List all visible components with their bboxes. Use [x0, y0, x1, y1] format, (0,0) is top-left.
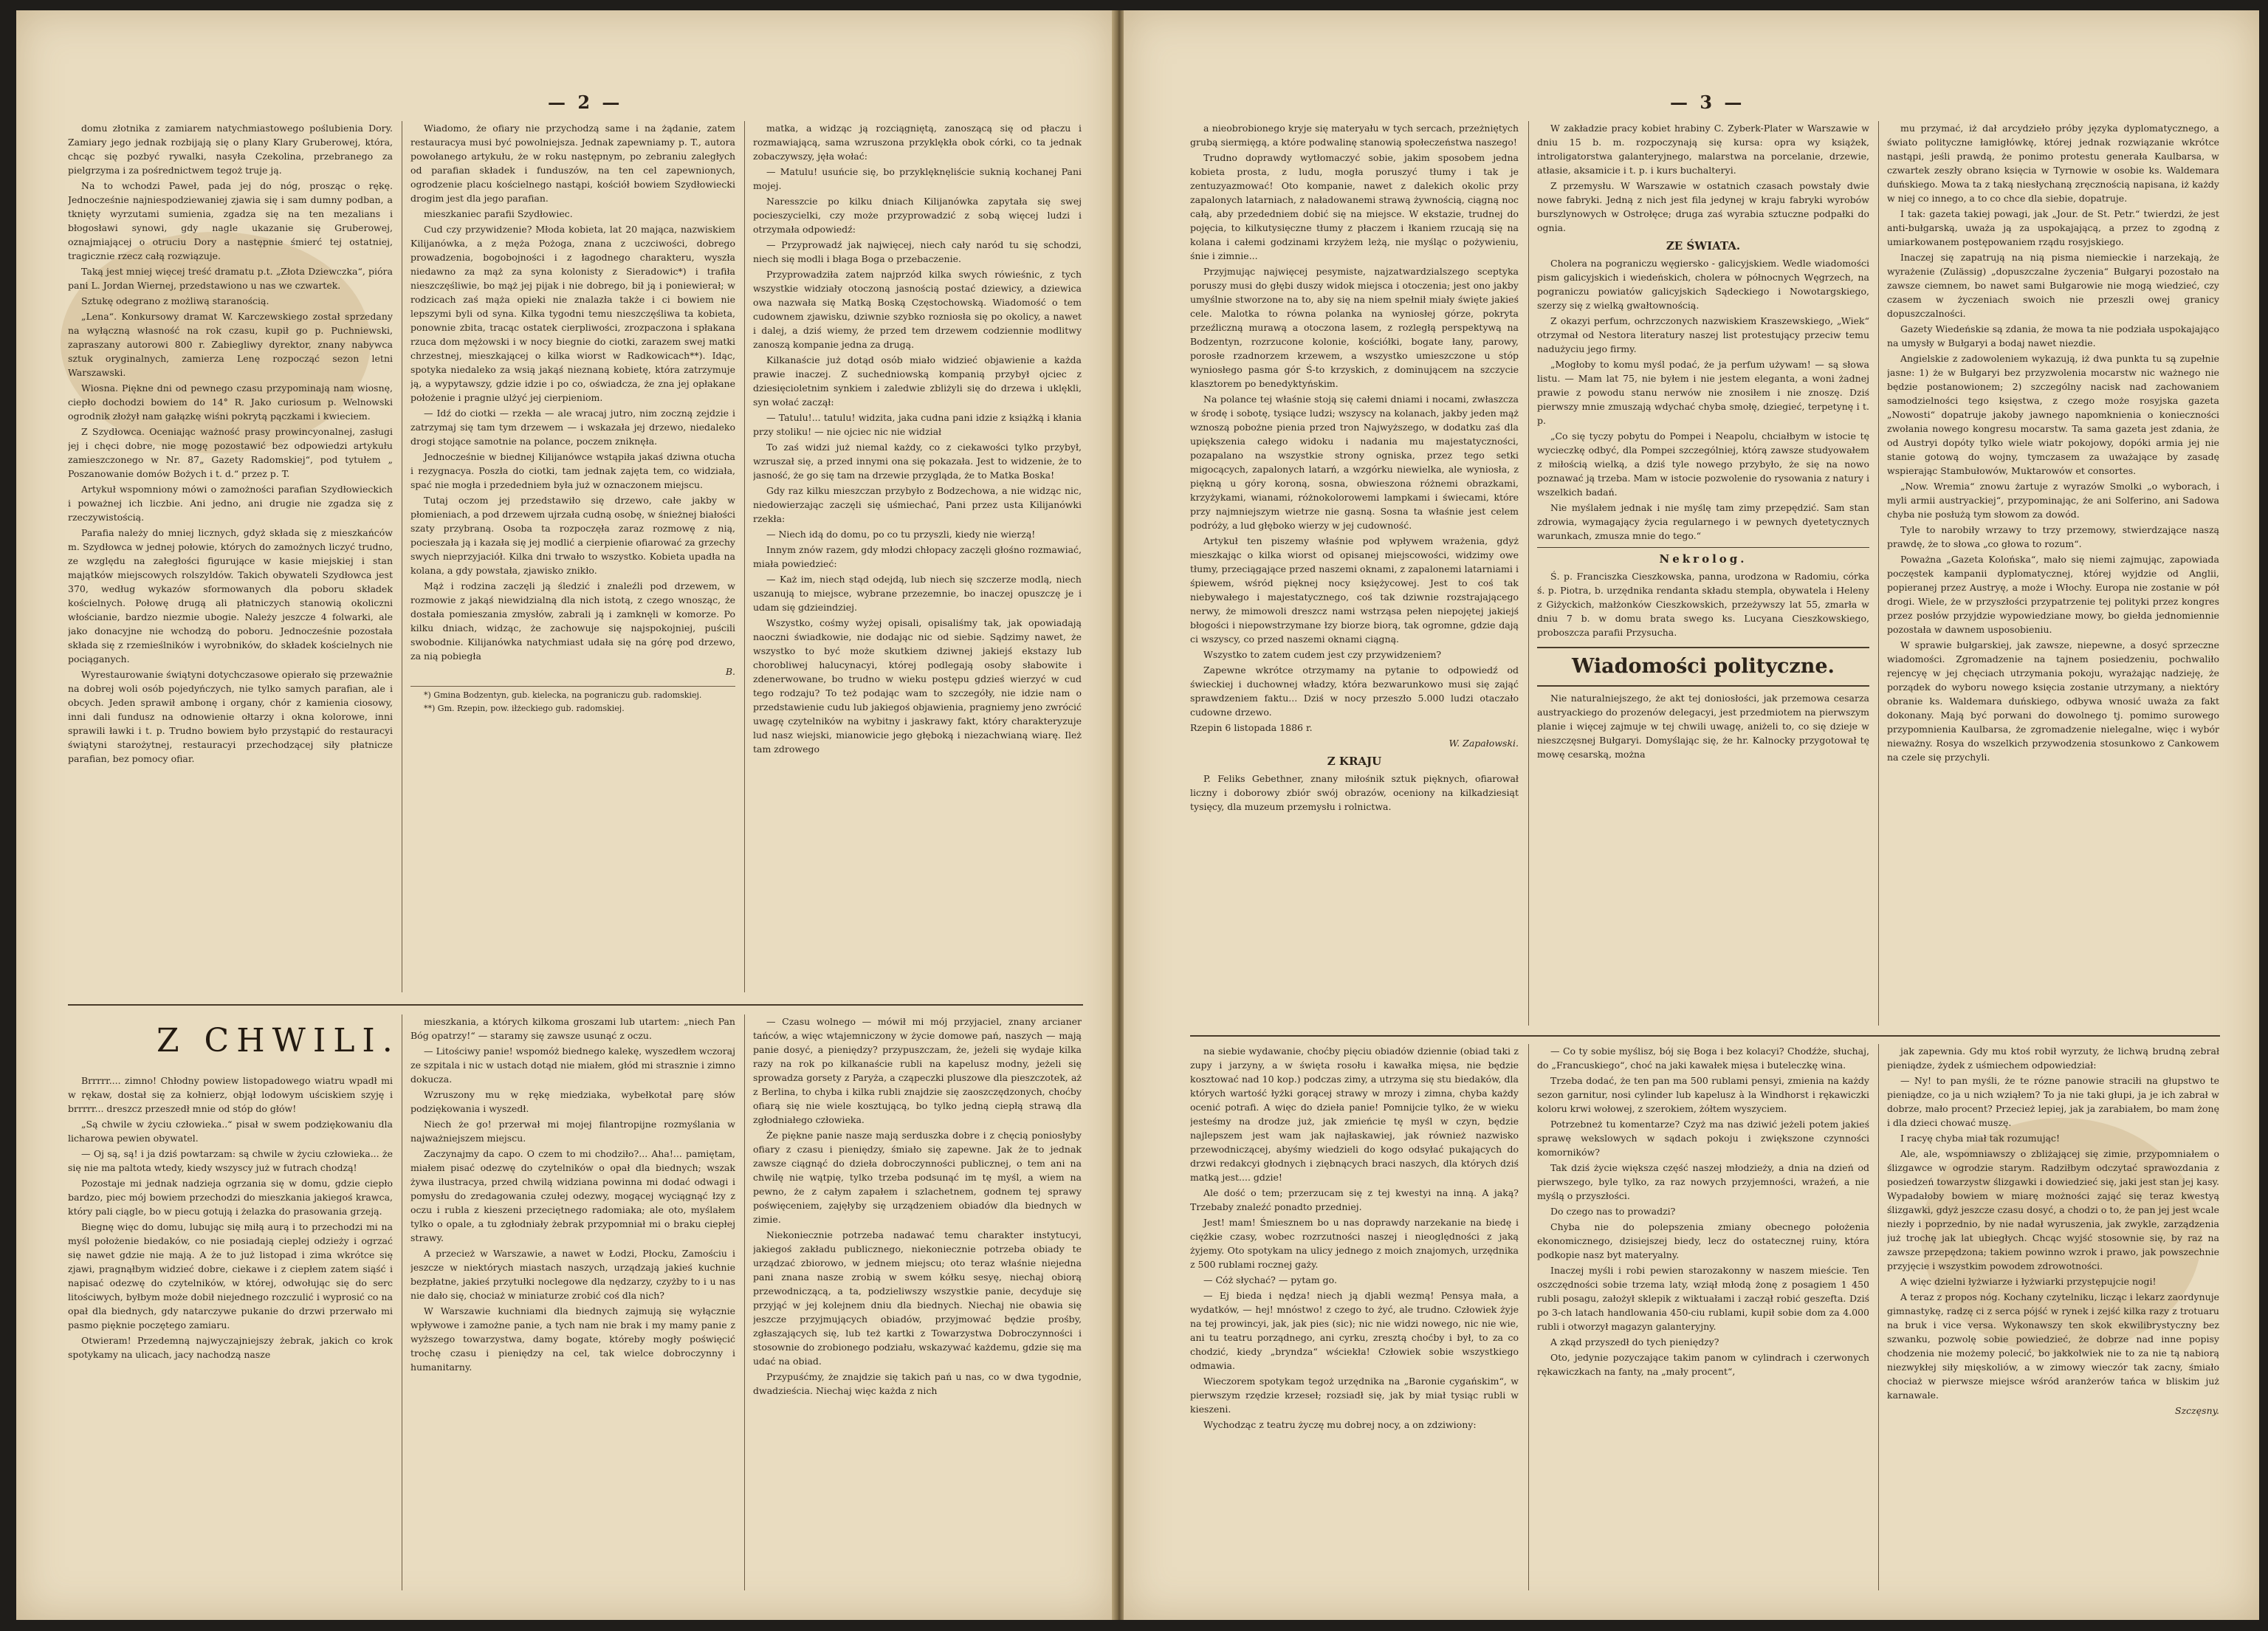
column-rule [1878, 1044, 1879, 1590]
paragraph: — Oj są, są! i ja dziś powtarzam: są chwile w życiu człowieka... że się nie ma paltota wtedy, kiedy wszyscy już w futrach chodzą! [68, 1148, 393, 1173]
paragraph: Z przemysłu. W Warszawie w ostatnich czasach powstały dwie nowe fabryki. Jedną z nich jest fila jedynej w kraju fabryki wyrobów burszlynowych w Ostrołęce; druga zaś wyrabia sztuczne podpałki do ognia. [1537, 180, 1869, 233]
paragraph: Trudno doprawdy wytłomaczyć sobie, jakim sposobem jedna kobieta prosta, z ludu, mogła poruszyć tłumy i tak je zentuzyazmować! Oto kompanie, nawet z dalekich okolic przy zapalonych latarniach, z naładowanemi strawą żywnością, ciągną noc całą, aby przededniem dobić się na miejsce. W ekstazie, trudnej do pojęcia, to kilkutysięczne tłumy z płaczem i łkaniem rzucają się na kolana i całemi godzinami krzyżem leżą, nie myśląc o pożywieniu, śnie i zimnie... [1190, 152, 1519, 261]
paragraph: To zaś widzi już niemal każdy, co z ciekawości tylko przybył, wzruszał się, a przed innymi ona się pokazała. Jest to widzenie, że to jasność, że go się tam na drzewie przygląda, że to Matka Boska! [753, 442, 1082, 481]
column-rule [1528, 121, 1529, 1026]
paragraph: Poważna „Gazeta Kolońska“, mało się niemi zajmując, zapowiada poczęstek kampanii dyplomatycznej, której wyjdzie od Anglii, popieranej przez Austryę, a może i Włochy. Europa nie zostanie w pół drogi. Wiele, że w przyszłości przypatrzenie tej polityki przez kongres przez posłów przyjdzie wypowiedziane mowy, bo giełda jednomiennie pozostała w dawnem usposobieniu. [1887, 554, 2219, 635]
paragraph: *) Gmina Bodzentyn, gub. kielecka, na pograniczu gub. radomskiej. [424, 690, 702, 700]
z-chwili-column-3 [753, 1014, 1082, 1590]
z-chwili-column-2 [410, 1014, 735, 1590]
paragraph: Ś. p. Franciszka Cieszkowska, panna, urodzona w Radomiu, córka ś. p. Piotra, b. urzędnika rendanta składu stempla, obywatela i Heleny z Giżyckich, małżonków Cieszkowskich, przeżywszy lat 55, zmarła w dniu 7 b. w domu brata swego ks. Lucyana Cieszkowskiego, proboszcza parafii Przysucha. [1537, 571, 1869, 638]
paragraph: Do czego nas to prowadzi? [1550, 1206, 1676, 1217]
paragraph: Parafia należy do mniej licznych, gdyż składa się z mieszkańców m. Szydłowca w jednej połowie, których do zamożnych liczyć trudno, ze względu na załegłości figurujące w kasie miejskiej i stan majątków miejscowych rolszyldów. Takich obywateli Szydłowca jest 370, według wykazów sformowanych dla poboru składek kościelnych. Połowę drugą ali płatniczych stanowią okoliczni włościanie, bardzo niezmie ubogie. Należy jeszcze 4 folwarki, ale jako donacyjne nie wchodzą do poboru. Jednocześnie pozostała składa się z rzemieślników i wyrobników, do składek kościelnych nie pociąganych. [68, 527, 393, 665]
paragraph: Jednocześnie w biednej Kilijanówce wstąpiła jakaś dziwna otucha i rezygnacya. Poszła do ciotki, tam jednak zajęta tem, co widziała, spać nie mogła i przededniem była już w oznaczonem miejscu. [410, 451, 735, 490]
paragraph: Wychodząc z teatru życzę mu dobrej nocy, a on zdziwiony: [1203, 1419, 1477, 1430]
paragraph: Gazety Wiedeńskie są zdania, że mowa ta nie podziała uspokajająco na umysły w Bułgaryi a bodaj nawet niezdie. [1887, 323, 2219, 348]
left-column-1 [68, 121, 393, 1000]
bottom-column-1 [1190, 1044, 1519, 1590]
paragraph: Chyba nie do polepszenia zmiany obecnego położenia ekonomicznego, dzisiejszej biedy, lecz do ostatecznej ruiny, która podkopie nasz byt materyalny. [1537, 1221, 1869, 1260]
paragraph: Artykuł wspomniony mówi o zamożności parafian Szydłowieckich i poważnej ich liczbie. Ani jedno, ani drugie nie zgadza się z rzeczywistością. [68, 484, 393, 523]
paragraph: jak zapewnia. Gdy mu ktoś robił wyrzuty, że lichwą brudną zebrał pieniądze, żydek z uśmiechem odpowiedział: [1887, 1045, 2219, 1071]
author-signature: Szczęsny. [2175, 1405, 2219, 1416]
paragraph: Niekoniecznie potrzeba nadawać temu charakter instytucyi, jakiegoś zakładu publicznego, niekoniecznie potrzeba obiady te urządzać zbiorowo, w jednem miejscu; oto teraz właśnie niejedna pani znana nasze zrobią w swem kółku sesyę, niechaj obiorą przewodniczącą, a ta, podzieliwszy wszystkie panie, decyduje się przyjąć w jej kolejnem dniu dla biednych. Niechaj nie obawia się jeszcze przyjmujących obiadów, przyjmować będzie prośby, zgłaszających się, lub też kartki z Towarzystwa Dobroczynności i stosownie do zrobionego podziału, wskazywać każdemu, gdzie się ma udać na obiad. [753, 1229, 1082, 1367]
paragraph: Mąż i rodzina zaczęli ją śledzić i znaleźli pod drzewem, w rozmowie z jakąś niewidzialną dla nich istotą, z czego wnosząc, że dostała pomieszania zmysłów, zabrali ją i zamknęli w komorze. Po kilku dniach, widząc, że zachowuje się najspokojniej, puścili swobodnie. Kilijanówka natychmiast udała się na górę pod drzewo, za nią pobiegła [410, 580, 735, 662]
paragraph: A więc dzielni łyżwiarze i łyżwiarki przystępujcie nogi! [1900, 1276, 2157, 1287]
left-column-2 [410, 121, 735, 1000]
paragraph: Sztukę odegrano z możliwą staranością. [81, 295, 269, 306]
paragraph: Inaczej się zapatrują na nią pisma niemieckie i narzekają, że wyrażenie (Zulässig) „dopuszczalne życzenia“ Bułgaryi pozostało na zawsze ciemnem, bo nawet sami Bułgarowie nie mogą wiedzieć, czy czasem w życzeniach swoich nie przeszli owej granicy dopuszczalności. [1887, 252, 2219, 319]
column-rule [1528, 1044, 1529, 1590]
paragraph: A zkąd przyszedł do tych pieniędzy? [1550, 1336, 1719, 1347]
paragraph: Przyprowadziła zatem najprzód kilka swych rówieśnic, z tych wszystkie widziały otoczoną jasnością postać dziewicy, a dziewica owa nazwała się Matką Boską Częstochowską. Wiadomość o tem cudownem zjawisku, dziwnie szybko rozniosła się po okolicy, a nawet i dalej, a dziś wiemy, że przed tem drzewem codziennie modlitwy zanoszą kompanie jedna za drugą. [753, 269, 1082, 350]
paragraph: Wszystko to zatem cudem jest czy przywidzeniem? [1203, 649, 1442, 660]
paragraph: — Czasu wolnego — mówił mi mój przyjaciel, znany arcianer tańców, a więc wtajemniczony w życie domowe pań, naszych — mają panie dosyć, a pieniędzy? przypuszczam, że, jeżeli się wydaje kilka razy na rok po kilkanaście rubli na kapelusz modny, jeżeli się sprowadza gorsety z Paryża, a cząpeczki pluszowe dla pieszczotek, aż z Berlina, to chyba i kilka rubli znajdzie się zaoszczędzonych, choćby ofiarą się nie wiele kosztującą, bo tylko jedną ciepłą strawą dla zgłodniałego człowieka. [753, 1016, 1082, 1125]
signature-letter: B. [725, 666, 735, 677]
paragraph: Wieczorem spotykam tegoż urzędnika na „Baronie cygańskim“, w pierwszym rzędzie krzeseł; rozsiadł się, jak by miał tysiąc rubli w kieszeni. [1190, 1376, 1519, 1415]
paragraph: Jest! mam! Śmiesznem bo u nas doprawdy narzekanie na biedę i ciężkie czasy, wobec rozrzutności naszej i nieoględności z jaką żyjemy. Oto spotykam na ulicy jednego z moich znajomych, urzędnika z 500 rublami rocznej gaży. [1190, 1217, 1519, 1270]
right-column-3 [1887, 121, 2219, 1029]
paragraph: Gdy raz kilku mieszczan przybyło z Bodzechowa, a nie widząc nic, niedowierzając zaczęli się uśmiechać, Pani przez usta Kilijanówki rzekła: [753, 485, 1082, 524]
paragraph: A teraz z propos nóg. Kochany czytelniku, licząc i lekarz zaordynuje gimnastykę, radzę ci z serca pójść w rynek i zejść kilka razy z trotuaru na bruk i vice versa. Wykonawszy ten skok ekwilibrystyczny bez szwanku, pozwolę sobie powiedzieć, że dobrze nad inne popisy chodzenia nie możemy polecić, bo jakkolwiek nie to za nie tą nabiorą niezwykłej siły mięskoliów, a w zimowy wieczór tak zacny, śmiało chociaż w pierwsze miejsce wśród aranżerów tańca w bliskim już karnawale. [1887, 1291, 2219, 1401]
paragraph: mu przymać, iż dał arcydzieło próby języka dyplomatycznego, a świato polityczne łamigłówkę, której jednak rozwiązanie wkrótce nastąpi, jeśli prawdą, że ponimo protestu generała Kaulbarsa, w czwartek zeszły obrano księcia w Tyrnowie w osobie ks. Waldemara duńskiego. Mowa ta z taką niesłychaną zręcznością napisana, iż każdy w niej co innego, a to co chce dla siebie, dopatruje. [1887, 123, 2219, 204]
paragraph: **) Gm. Rzepin, pow. iłżeckiego gub. radomskiej. [424, 704, 625, 713]
paragraph: I racyę chyba miał tak rozumując! [1900, 1133, 2061, 1144]
paragraph: Wzruszony mu w rękę miedziaka, wybełkotał parę słów podziękowania i wyszedł. [410, 1089, 735, 1114]
paragraph: — Ej bieda i nędza! niech ją djabli wezmą! Pensya mała, a wydatków, — hej! mnóstwo! z czego to żyć, ale trudno. Człowiek żyje na tej prowincyi, jak, jak pies (sic); nic nie widzi nowego, nic nie wie, ani tu teatru porządnego, ani cyrku, zresztą choćby i był, to za co chodzić, kiedy „bryndza“ wściekła! Człowiek sobie wszystkiego odmawia. [1190, 1290, 1519, 1371]
paragraph: Biegnę więc do domu, lubując się miłą aurą i to przechodzi mi na myśl położenie biedaków, co nie posiadają cieplej odzieży i ogrzać się nawet gdzie nie mają. A że to już listopad i zima wkrótce się zjawi, pragnąłbym widzieć dobre, ciekawe i z ciepłem zatem siąść i napisać odezwę do czytelników, w której, odwołując się do serc litościwych, byłbym może dobił niejednego rozczulić i wyprosić co na opał dla biednych, gdy natarczywe pukanie do drzwi przerwało mi pasmo pięknie poczętego zamiaru. [68, 1221, 393, 1330]
paragraph: „Co się tyczy pobytu do Pompei i Neapolu, chciałbym w istocie tę wycieczkę odbyć, dla Pompei szczególniej, którą zawsze studyowałem z miłością wielką, a dziś tyle nowego przybyło, że się na nowo poznawać ją trzeba. Mam w istocie pozwolenie do rysowania z natury i wszelkich badań. [1537, 430, 1869, 498]
section-divider [68, 1004, 1083, 1006]
paragraph: „Lena“. Konkursowy dramat W. Karczewskiego został sprzedany na wyłączną własność na rok czasu, kupił go p. Puchniewski, zapraszany autorowi 800 r. Zabiegliwy dyrektor, znany nabywca sztuk oryginalnych, zamierza Lenę rozpocząć sezon letni Warszawski. [68, 311, 393, 378]
bottom-column-3 [1887, 1044, 2219, 1590]
paragraph: „Now. Wremia“ znowu żartuje z wyrazów Smolki „o wyborach, i myli armii austryackiej“, przypominając, że ani Solferino, ani Sadowa chyba nie posłużą tym słowom za dowód. [1887, 481, 2219, 520]
paragraph: mieszkaniec parafii Szydłowiec. [424, 208, 573, 219]
wiadomosci-polityczne-title: Wiadomości polityczne. [1537, 647, 1869, 687]
paragraph: matka, a widząc ją rozciągniętą, zanoszącą się od płaczu i rozmawiającą, sama wzruszona przyklękła obok córki, co ta jednak zobaczywszy, jęła wołać: [753, 123, 1082, 162]
paragraph: P. Feliks Gebethner, znany miłośnik sztuk pięknych, ofiarował liczny i doborowy zbiór swój obrazów, oceniony na kilkadziesiąt tysięcy, dla muzeum przemysłu i rolnictwa. [1190, 773, 1519, 812]
paragraph: Trzeba dodać, że ten pan ma 500 rublami pensyi, zmienia na każdy sezon garnitur, nosi cylinder lub kapelusz à la Windhorst i rękawiczki koloru krwi wołowej, z szerokiem, żółtem wyszyciem. [1537, 1075, 1869, 1114]
paragraph: — Co ty sobie myślisz, bój się Boga i bez kolacyi? Chodźże, słuchaj, do „Francuskiego“, choć na jaki kawałek mięsa i buteleczkę wina. [1537, 1045, 1869, 1071]
paragraph: — Cóż słychać? — pytam go. [1203, 1274, 1337, 1285]
paragraph: Wiosna. Piękne dni od pewnego czasu przypominają nam wiosnę, ciepło dochodzi bowiem do 14° R. Jako curiosum p. Welnowski ogrodnik złożył nam gałązkę wiśni pokrytą pączkami i kwieciem. [68, 382, 393, 422]
paragraph: Cud czy przywidzenie? Młoda kobieta, lat 20 mająca, nazwiskiem Kilijanówka, a z męża Pożoga, znana z uczciwości, dobrego prowadzenia, bogobojności i z łagodnego charakteru, wyszła niedawno za mąż za syna kolonisty z Sieradowic*) i trafiła nieszczęśliwie, bo mąż jej pijak i nie dobrego, bił ją i poniewierał; w rodzicach zaś mąża opieki nie znalazła także i ci bowiem nie lepszymi byli od syna. Kilka tygodni temu nieszczęśliwa ta kobieta, ponownie zbita, tracąc ostatek cierpliwości, zrozpaczona i spłakana rzuca dom mężowski i w nocy biegnie do ciotki, zarazem swej matki chrzestnej, mieszkającej o kilka wiorst w Radkowicach**). Idąc, spotyka niedaleko za wsią jakąś nieznaną kobietę, która zatrzymuje ją, a wypytawszy, gdzie idzie i po co, oświadcza, że zna jej opłakane położenie i pragnie ulżyć jej cierpieniom. [410, 224, 735, 403]
paragraph: Z okazyi perfum, ochrzczonych nazwiskiem Kraszewskiego, „Wiek“ otrzymał od Nestora literatury naszej list protestujący przeciw temu nadużyciu jego firmy. [1537, 315, 1869, 354]
paragraph: Wiadomo, że ofiary nie przychodzą same i na żądanie, zatem restauracya musi być powolniejsza. Jednak zapewniamy p. T., autora powołanego artykułu, że w roku następnym, po zebraniu zaległych od parafian składek i funduszów, na ten cel zapewnionych, ogrodzenie placu kościelnego nastąpi, kościół bowiem Szydłowiecki drogim jest dla jego parafian. [410, 123, 735, 204]
paragraph: W Warszawie kuchniami dla biednych zajmują się wyłącznie wpływowe i zamożne panie, a tych nam nie brak i my mamy panie z wyższego towarzystwa, damy bogate, któreby mogły poświęcić trochę czasu i pieniędzy na cel, tak wielce dobroczynny i humanitarny. [410, 1305, 735, 1373]
paragraph: I tak: gazeta takiej powagi, jak „Jour. de St. Petr.“ twierdzi, że jest anti-bułgarską, uważa ją za uspokajającą, a przez to zgodną z umiarkowanem postępowaniem rządu rosyjskiego. [1887, 208, 2219, 247]
paragraph: W sprawie bułgarskiej, jak zawsze, niepewne, a dosyć sprzeczne wiadomości. Zgromadzenie na tajnem posiedzeniu, pochwaliło rejencyę w jej chęciach utrzymania pokoju, wyrażając nadzieję, że porządek do wyboru nowego księcia zostanie utrzymany, a niektóry obranie ks. Waldemara duńskiego, odbywa wnosić uważa za fakt dokonany. Mają być porwani do dowolnego tj. pomimo surowego przypomnienia Kaulbarsa, że zgromadzenie nielegalne, więc i wybór nieważny. Rosya do wszelkich przywodzenia stosunkowo z Cankowem na czele się przychyli. [1887, 639, 2219, 763]
paragraph: Taką jest mniej więcej treść dramatu p.t. „Złota Dziewczka“, pióra pani L. Jordan Wiernej, przedstawiono u nas we czwartek. [68, 266, 393, 291]
right-column-2 [1537, 121, 1869, 1029]
left-column-3 [753, 121, 1082, 1000]
paragraph: Że piękne panie nasze mają serduszka dobre i z chęcią poniosłyby ofiary z czasu i pieniędzy, śmiało się zapewne. Jak że to jednak zawsze ciągnąć do dzieła dobroczynności publicznej, o tem ani na chwilę nie wątpię, tylko trzeba podsunąć im tę myśl, a wiem na pewno, że z całym zapałem i szlachetnem, godnem tej sprawy poświęceniem, zajęłyby się urządzeniem obiadów dla biednych w zimie. [753, 1130, 1082, 1225]
paragraph: A przecież w Warszawie, a nawet w Łodzi, Płocku, Zamościu i jeszcze w niektórych miastach naszych, urządzają jakieś kuchnie bezpłatne, jakieś przytułki noclegowe dla nędzarzy, czyżby to i u nas nie dało się, chociaż w miniaturze zrobić coś dla nich? [410, 1248, 735, 1301]
paragraph: Tak dziś życie większa część naszej młodzieży, a dnia na dzień od pierwszego, byle tylko, za raz nowych przyjemności, wrażeń, a nie myślą o przyszłości. [1537, 1162, 1869, 1201]
paragraph: mieszkania, a których kilkoma groszami lub utartem: „niech Pan Bóg opatrzy!“ — staramy się zawsze usunąć z oczu. [410, 1016, 735, 1041]
paragraph: W zakładzie pracy kobiet hrabiny C. Zyberk-Plater w Warszawie w dniu 15 b. m. rozpoczynają się kursa: opra wy książek, introligatorstwa galanteryjnego, malarstwa na porcelanie, drzewie, atłasie, aksamicie i t. p. i kurs buchalteryi. [1537, 123, 1869, 176]
paragraph: Wyrestaurowanie świątyni dotychczasowe opierało się przeważnie na dobrej woli osób pojedyńczych, nie tylko samych parafian, ale i obcych. Jeden sprawił ambonę i organy, chór z kamienia ciosowy, inni dali fundusz na odnowienie ołtarzy i okna kolorowe, inni sprawili ławki i t. p. Trudno bowiem było przystąpić do restauracyi świątyni starożytnej, restauracyi przechodzącej siły płatnicze parafian, bez pomocy ofiar. [68, 669, 393, 764]
z-chwili-title: Z CHWILI. [157, 1022, 400, 1060]
right-column-1 [1190, 121, 1519, 1029]
paragraph: Nie myślałem jednak i nie myślę tam zimy przepędzić. Sam stan zdrowia, wymagający życia regularnego i w pewnych dyetetycznych warunkach, zmusza mnie do tego.“ [1537, 502, 1869, 541]
paragraph: Tyle to narobiły wrzawy to trzy przemowy, stwierdzające naszą prawdę, że to słowa „co głowa to rozum“. [1887, 524, 2219, 549]
paragraph: — Idź do ciotki — rzekła — ale wracaj jutro, nim zoczną zejdzie i zatrzymaj się tam tym drzewem — i wskazała jej drzewo, niedaleko drogi stojące samotnie na polance, poczem zniknęła. [410, 408, 735, 447]
paragraph: Angielskie z zadowoleniem wykazują, iż dwa punkta tu są zupełnie jasne: 1) że w Bułgaryi bez przyzwolenia mocarstw nic ważnego nie będzie postanowionem; 2) szczególny nacisk nad zachowaniem samodzielności tego księstwa, z czego może rosyjska gazeta „Nowosti“ dopatruje jakoby jawnego napomknienia o konieczności zwołania nowego kongresu mocarstw. Ta sama gazeta jest zdania, że od Austryi dopóty tylko wiele wiatr pokojowy, dopóki armia jej nie stanie gotową do wojny, tymczasem za uważające by zasadę wspierając Stambułowów, Muktarowów et consortes. [1887, 353, 2219, 476]
paragraph: Na polance tej właśnie stoją się całemi dniami i nocami, zwłaszcza w środę i sobotę, tysiące ludzi; wszyscy na kolanach, jakby jeden mąż wznoszą pobożne pienia przed tron Najwyższego, w dodatku zaś dla upiększenia całego widoku i nadania mu majestatyczności, pozapalano na wszystkie strony ogniska, przez tego setki migocących, zapalonych latarń, a wzgórku niewielka, ale wyniosła, z piękną u góry koroną, sosna, obwieszona różnemi obrazkami, krzyżykami, wianami, różnokolorowemi lampkami i świecami, które przy najmniejszym wietrze nie gasną. Sosna ta właśnie jest celem podróży, a lud głęboko wierzy w jej cudowność. [1190, 394, 1519, 531]
paragraph: — Ny! to pan myśli, że te rózne panowie straciłi na głupstwo te pieniądze, co ja u nich wziąłem? To ja nie taki głupi, ja je ich zabrał w dobrze, mało procent? Przecież lepiej, jak ja zarabiałem, bo mam żonę i dla dzieci chować muszę. [1887, 1075, 2219, 1128]
paragraph: Oto, jedynie pozyczające takim panom w cylindrach i czerwonych rękawiczkach na fanty, na „mały procent“, [1537, 1352, 1869, 1377]
page-number: — 2 — [548, 92, 623, 113]
paragraph: Niech że go! przerwał mi mojej filantropijne rozmyślania w najważniejszem miejscu. [410, 1119, 735, 1144]
paragraph: „Są chwile w życiu człowieka..“ pisał w swem podziękowaniu dla licharowa pewien obywatel. [68, 1119, 393, 1144]
z-chwili-column-1 [68, 1074, 393, 1590]
page-number: — 3 — [1670, 92, 1745, 113]
paragraph: „Mogłoby to komu myśl podać, że ja perfum używam! — są słowa listu. — Mam lat 75, nie byłem i nie jestem eleganta, a woni żadnej prawie z powodu stanu nerwów nie znosiłem i nie znoszę. Dziś pierwszy mnie zmuszają wdychać chyba smołę, dziegieć, terpetynę i t. p. [1537, 359, 1869, 426]
place-date: Rzepin 6 listopada 1886 r. [1190, 722, 1313, 733]
ze-swiata-heading: ZE ŚWIATA. [1666, 239, 1741, 253]
right-page [1124, 10, 2259, 1620]
paragraph: a nieobrobionego kryje się materyału w tych sercach, przeżniętych grubą siermięgą, a które podwalinę stanowią społeczeństwa naszego! [1190, 123, 1519, 148]
paragraph: Przyjmując najwięcej pesymiste, najzatwardzialszego sceptyka poruszy musi do głębi duszy widok miejsca i otoczenia; jest ono jakby umyślnie stworzone na to, aby się na niem spełnił miały święte jakieś cele. Malotka to równa polanka na wyniosłej górze, pokryta przeźliczną murawą a otoczona lasem, z rozległą perspektywą na Bodzentyn, rozrzucone kolonie, kościółki, bogate łany, parowy, porosłe rzadnorzem krzewem, a wszystko umieszczone u stóp wyniosłego pasma gór Ś-to krzyskich, z dominującem na szczycie klasztorem po benedyktyńskim. [1190, 266, 1519, 389]
column-rule [744, 1014, 745, 1590]
bottom-column-2 [1537, 1044, 1869, 1590]
paragraph: Cholera na pograniczu węgiersko - galicyjskiem. Wedle wiadomości pism galicyjskich i wiedeńskich, cholera w północnych Węgrzech, na pograniczu powiatów galicyjskich Sądeckiego i Nowotargskiego, szerzy się z wielką gwałtownością. [1537, 258, 1869, 311]
footnotes [410, 686, 735, 715]
paragraph: Zaczynajmy da capo. O czem to mi chodziło?... Aha!... pamiętam, miałem pisać odezwę do czytelników o opał dla biednych; wszak żywa ilustracya, przed chwilą widziana powinna mi dodać odwagi i pomysłu do zredagowania czułej odezwy, mogącej wyciągnąć łzy z oczu i rubla z kieszeni przeciętnego radomiaka; ale oto, myślałem tylko o opale, a tu zgłodniały żebrak przypomniał mi o braku ciepłej strawy. [410, 1148, 735, 1243]
paragraph: Brrrrr.... zimno! Chłodny powiew listopadowego wiatru wpadł mi w rękaw, dostał się za kołnierz, objął lodowym uściskiem szyję i brrrrr... dreszcz przeszedł mnie od stóp do głów! [68, 1075, 393, 1114]
section-divider [1190, 1035, 2220, 1037]
paragraph: — Litościwy panie! wspomóż biednego kalekę, wyszedłem wczoraj ze szpitala i nic w ustach dotąd nie miałem, głód mi strasznie i zimno dokucza. [410, 1045, 735, 1085]
paragraph: Ale, ale, wspomniawszy o zbliżającej się zimie, przypomniałem o ślizgawce w ogrodzie starym. Radziłbym odczytać sprawozdania z posiedzeń towarzystw ślizgawki i dowiedzieć się, jaki jest stan jej kasy. Wypadałoby bowiem w miarę możności zająć się teraz kwestyą ślizgawki, gdyż jeszcze czasu dosyć, a chodzi o to, że pan jej jest wcale niezły i poprzednio, by nie nadał wyruszenia, jak zwykle, zarządzenia już trochę jak lat ubiegłych. Chcąc wyjść stosownie się, by raz na zawsze przepędzona; takiem powinno wzrok i prawo, jak powszechnie przyjęcie i wszystkim powodem zdrowotności. [1887, 1148, 2219, 1271]
paragraph: Naresszcie po kilku dniach Kilijanówka zapytała się swej pocieszycielki, czy może przyprowadzić z sobą więcej ludzi i otrzymała odpowiedź: [753, 196, 1082, 235]
paragraph: — Tatulu!... tatulu! widzita, jaka cudna pani idzie z książką i kłania przy stoliku! — nie ojciec nic nie widział [753, 412, 1082, 437]
paragraph: Wszystko, cośmy wyżej opisali, opisaliśmy tak, jak opowiadają naoczni świadkowie, nie dodając nic od siebie. Sądzimy nawet, że wszystko to być może skutkiem dziwnej jakiejś ekstazy lub chorobliwej halucynacyi, której podlegają osoby słabowite i zdenerwowane, bo trudno w wieku postępu gdzieś wierzyć w cud tego rodzaju? To też podając wam to szczegóły, nie idzie nam o przedstawienie cudu lub jakiegoś objawienia, pragniemy jeno zwrócić uwagę czytelników na wybitny i jaskrawy fakt, który charakteryzuje lud nasz wiejski, mianowicie jego głęboką i niezachwianą wiarę. Ileż tam zdrowego [753, 617, 1082, 755]
paragraph: Potrzebneż tu komentarze? Czyż ma nas dziwić jeżeli potem jakieś sprawę wekslowych w sądach pokoju i zwiększone czynności komorników? [1537, 1119, 1869, 1158]
paragraph: Pozostaje mi jednak nadzieja ogrzania się w domu, gdzie ciepło bardzo, piec mój bowiem przechodzi do mieszkania jakiegoś krawca, który pali ciągle, bo w piecu gotują i żelazka do prasowania grzeją. [68, 1178, 393, 1217]
paragraph: Artykuł ten piszemy właśnie pod wpływem wrażenia, gdyż mieszkając o kilka wiorst od opisanej miejscowości, widzimy owe tłumy, przeciągające przed naszemi oknami, z zapalonemi latarniami i śpiewem, wśród pięknej nocy księżycowej. Jest to coś tak niebywałego i majestatycznego, coś tak dziwnie rozstrajającego nerwy, że mimowoli dreszcz nami wstrząsa pełen niepojętej jakiejś błogości i niepowstrzymane łzy biorze biorą, tak ogromne, gdzie dają ci wszyscy, co przed naszemi oknami ciągną. [1190, 535, 1519, 645]
nekrolog-heading: Nekrolog. [1537, 547, 1869, 566]
paragraph: Tutaj oczom jej przedstawiło się drzewo, całe jakby w płomieniach, a pod drzewem ujrzała cudną osobę, w śnieżnej białości szaty przybraną. Osoba ta rozpoczęła zaraz rozmowę z nią, pocieszała ją i kazała się jej modlić a cierpienie ofiarować za grzechy swych nieprzyjaciół. Kilka dni trwało to wszystko. Kobieta upadła na kolana, a gdy powstała, zjawisko znikło. [410, 495, 735, 576]
column-rule [744, 121, 745, 992]
z-kraju-heading: Z KRAJU [1327, 755, 1382, 768]
paragraph: Na to wchodzi Paweł, pada jej do nóg, prosząc o rękę. Jednocześnie najniespodziewaniej zjawia się i sam dumny podban, a tknięty wyrzutami sumienia, zgadza się na ten mezalians i błogosławi synowi, gdy nagle ukazanie się Gruberowej, oznajmiającej o otruciu Dory a następnie śmierć tej ostatniej, tragicznie rzecz całą rozwiązuje. [68, 180, 393, 261]
paragraph: — Przyprowadź jak najwięcej, niech cały naród tu się schodzi, niech się modli i błaga Boga o przebaczenie. [753, 239, 1082, 264]
paragraph: Przypuśćmy, że znajdzie się takich pań u nas, co w dwa tygodnie, dwadzieścia. Niechaj więc każda z nich [753, 1371, 1082, 1396]
paragraph: — Matulu! usuńcie się, bo przyklęknęliście suknią kochanej Pani mojej. [753, 166, 1082, 191]
paragraph: na siebie wydawanie, choćby pięciu obiadów dziennie (obiad taki z zupy i jarzyny, a w święta rosołu i kawałka mięsa, nie będzie kosztować nad 10 kop.) podczas zimy, a utrzyma się stu biedaków, dla których wartość łyżki gorącej strawy w mrozy i zimna, chyba każdy ocenić potrafi. A więc do dzieła panie! Pomnijcie tylko, że w wieku jesteśmy na drodze już, jak zmieńcie tę myśl w czyn, będzie najlepszem jest wam jak najłaskawiej, jak również nazwisko przewodniczącej, abyśmy wiedzieli do kogo odsyłać pukających do drzwi redakcyi głodnych i ziębnących braci naszych, dla których dziś matką jest.... gdzie! [1190, 1045, 1519, 1183]
paragraph: Z Szydłowca. Oceniając ważność prasy prowincyonalnej, zasługi jej i chęci dobre, nie mogę pozostawić bez odpowiedzi artykułu zamieszczonego w Nr. 87„ Gazety Radomskiej“, pod tytułem „ Poszanowanie domów Bożych i t. d.“ przez p. T. [68, 426, 393, 479]
paragraph: Innym znów razem, gdy młodzi chłopacy zaczęli głośno rozmawiać, miała powiedzieć: [753, 544, 1082, 569]
column-rule [1878, 121, 1879, 1026]
paragraph: — Każ im, niech stąd odejdą, lub niech się szczerze modlą, niech uszanują to miejsce, wybrane przezemnie, bo inaczej opuszczę je i udam się gdzieindziej. [753, 574, 1082, 613]
paragraph: domu złotnika z zamiarem natychmiastowego poślubienia Dory. Zamiary jego jednak rozbijają się o plany Klary Gruberowej, która, chcąc się pozbyć rywalki, nasyła Czekolina, przebranego za pielgrzyma i za pośrednictwem tegoż truje ją. [68, 123, 393, 176]
paragraph: Inaczej myśli i robi pewien starozakonny w naszem mieście. Ten oszczędności sobie trzema laty, wziął młodą żonę z posagiem 1 450 rubli posagu, założył sklepik z wiktuałami i zaczął robić geszefta. Dziś po 3-ch latach handlowania 450-ciu rublami, kupił sobie dom za 4.000 rubli i otworzył magazyn galanteryjny. [1537, 1265, 1869, 1332]
paragraph: Kilkanaście już dotąd osób miało widzieć objawienie a każda prawie inaczej. Z suchedniowską kompanią przybył ojciec z dziesięcioletnim synkiem i zaledwie zbliżyli się do drzewa i uklękli, syn wołać zaczął: [753, 354, 1082, 408]
paragraph: Zapewne wkrótce otrzymamy na pytanie to odpowiedź od świeckiej i duchownej władzy, która bezwarunkowo musi się zająć sprawdzeniem faktu... Dziś w nocy przeszło 5.000 ludzi otaczało cudowne drzewo. [1190, 665, 1519, 718]
author-signature: W. Zapałowski. [1449, 738, 1519, 749]
paragraph: — Niech idą do domu, po co tu przyszli, kiedy nie wierzą! [766, 529, 1036, 540]
left-page [16, 10, 1113, 1620]
paragraph: Otwieram! Przedemną najwyczajniejszy żebrak, jakich co krok spotykamy na ulicach, jacy nachodzą nasze [68, 1335, 393, 1360]
paragraph: Nie naturalniejszego, że akt tej doniosłości, jak przemowa cesarza austryackiego do prozenów delegacyi, jest przedmiotem na pierwszym planie i więcej zajmuje w tej chwili uwagę, aniżeli to, co się dzieje w nieszczęsnej Bułgaryi. Domyślając się, że hr. Kalnocky przygotował tę mowę cesarską, można [1537, 693, 1869, 760]
paragraph: Ale dość o tem; przerzucam się z tej kwestyi na inną. A jaką? Trzebaby znaleźć ponadto przedniej. [1190, 1187, 1519, 1212]
